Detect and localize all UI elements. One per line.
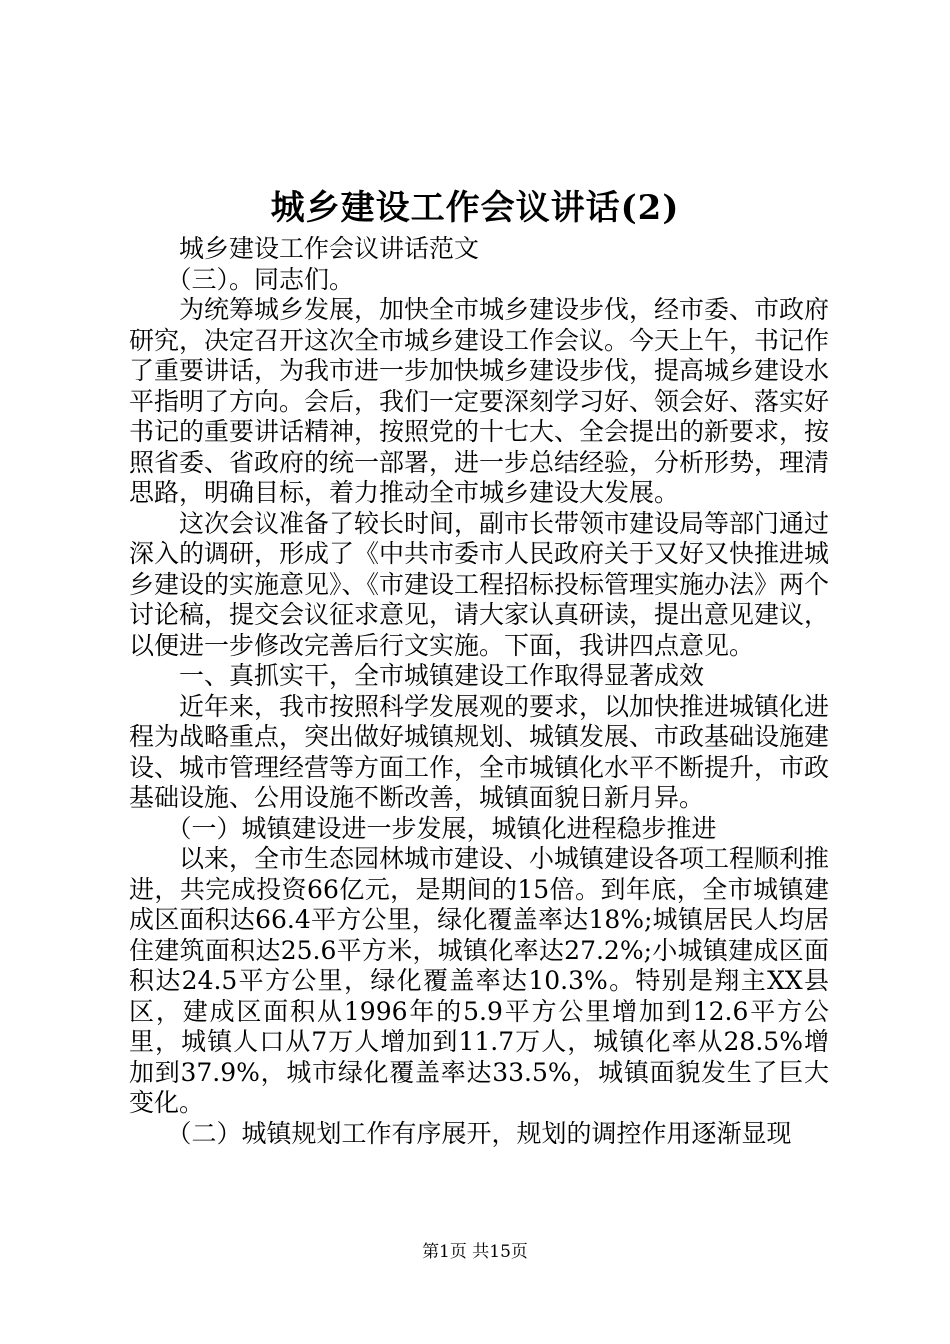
page-footer: 第1页 共15页	[422, 1242, 528, 1262]
body-paragraph: 以来，全市生态园林城市建设、小城镇建设各项工程顺利推进，共完成投资66亿元，是期间的15倍。到年底，全市城镇建成区面积达66.4平方公里，绿化覆盖率达18%;城镇居民人均居住建筑面积达25.6平方米，城镇化率达27.2%;小城镇建成区面积达24.5平方公里，绿化覆盖率达10.3%。特别是翔主XX县区，建成区面积从1996年的5.9平方公里增加到12.6平方公里，城镇人口从7万人增加到11.7万人，城镇化率从28.5%增加到37.9%，城市绿化覆盖率达33.5%，城镇面貌发生了巨大变化。	[129, 844, 830, 1117]
body-paragraph: 近年来，我市按照科学发展观的要求，以加快推进城镇化进程为战略重点，突出做好城镇规划、城镇发展、市政基础设施建设、城市管理经营等方面工作，全市城镇化水平不断提升，市政基础设施、公用设施不断改善，城镇面貌日新月异。	[129, 691, 830, 812]
document-body	[129, 234, 829, 1149]
subtitle-paragraph: 城乡建设工作会议讲话范文	[179, 234, 480, 263]
subsection-heading: （一）城镇建设进一步发展，城镇化进程稳步推进	[166, 813, 717, 843]
subsection-heading: （二）城镇规划工作有序展开，规划的调控作用逐渐显现	[166, 1118, 792, 1148]
salutation-paragraph: （三）。同志们。	[166, 264, 355, 294]
document-title: 城乡建设工作会议讲话(2)	[270, 188, 680, 228]
section-heading: 一、真抓实干，全市城镇建设工作取得显著成效	[179, 661, 705, 690]
body-paragraph: 这次会议准备了较长时间，副市长带领市建设局等部门通过深入的调研，形成了《中共市委市人民政府关于又好又快推进城乡建设的实施意见》、《市建设工程招标投标管理实施办法》两个讨论稿，提交会议征求意见，请大家认真研读，提出意见建议，以便进一步修改完善后行文实施。下面，我讲四点意见。	[129, 508, 830, 660]
body-paragraph: 为统筹城乡发展，加快全市城乡建设步伐，经市委、市政府研究，决定召开这次全市城乡建设工作会议。今天上午，书记作了重要讲话，为我市进一步加快城乡建设步伐，提高城乡建设水平指明了方向。会后，我们一定要深刻学习好、领会好、落实好书记的重要讲话精神，按照党的十七大、全会提出的新要求，按照省委、省政府的统一部署，进一步总结经验，分析形势，理清思路，明确目标，着力推动全市城乡建设大发展。	[129, 295, 830, 507]
